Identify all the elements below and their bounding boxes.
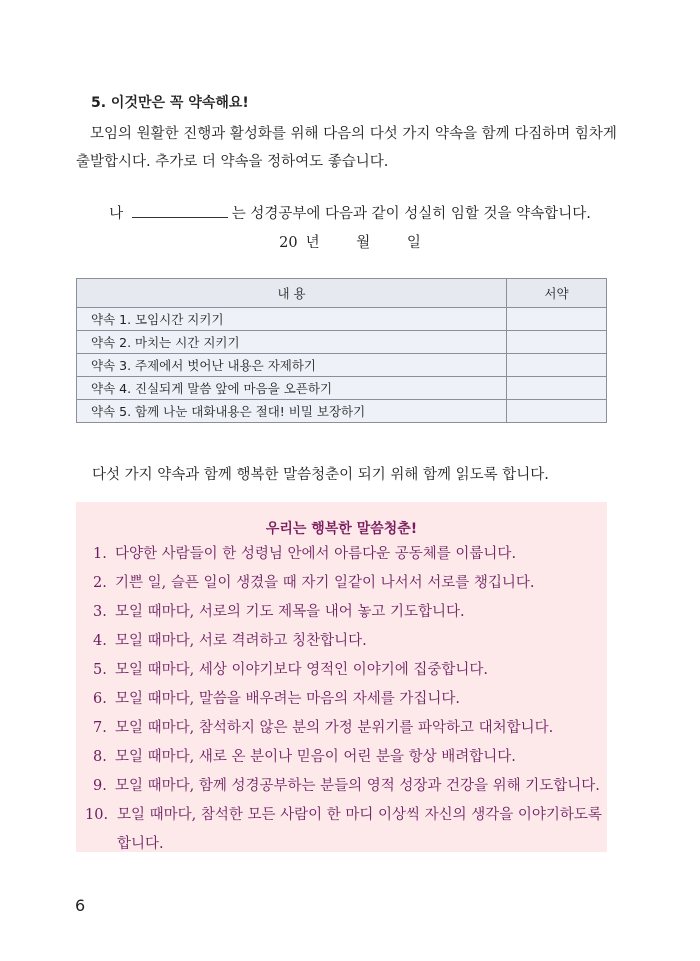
intro-paragraph: 모임의 원활한 진행과 활성화를 위해 다음의 다섯 가지 약속을 함께 다짐하며 힘차게 출발합시다. 추가로 더 약속을 정하여도 좋습니다. (76, 126, 617, 170)
table-row (77, 331, 607, 354)
item-text: 기쁜 일, 슬픈 일이 생겼을 때 자기 일같이 나서서 서로를 챙깁니다. (115, 575, 535, 591)
list-item (85, 801, 603, 859)
creed-title: 우리는 행복한 말씀청춘! (265, 521, 418, 537)
signature-cell[interactable] (507, 400, 607, 423)
date-month-unit: 월 (356, 235, 371, 251)
list-item (93, 627, 603, 656)
list-item (93, 540, 603, 569)
item-text: 모일 때마다, 서로 격려하고 칭찬합니다. (115, 633, 367, 649)
item-text: 모일 때마다, 참석하지 않은 분의 가정 분위기를 파악하고 대처합니다. (115, 720, 554, 736)
promise-cell: 약속 5. 함께 나눈 대화내용은 절대! 비밀 보장하기 (77, 400, 507, 423)
date-day-unit: 일 (406, 235, 421, 251)
section-heading: 5. 이것만은 꼭 약속해요! (91, 95, 249, 111)
promise-table (76, 278, 607, 423)
creed-list (85, 540, 603, 859)
header-signature: 서약 (507, 279, 607, 308)
item-number: 5. (93, 662, 107, 678)
table-row (77, 377, 607, 400)
promise-cell: 약속 1. 모임시간 지키기 (77, 308, 507, 331)
signature-cell[interactable] (507, 308, 607, 331)
pledge-suffix: 는 성경공부에 다음과 같이 성실히 임할 것을 약속합니다. (231, 206, 591, 222)
closing-text: 다섯 가지 약속과 함께 행복한 말씀청춘이 되기 위해 함께 읽도록 합니다. (92, 467, 549, 483)
name-blank[interactable] (132, 203, 228, 218)
item-number: 8. (93, 749, 107, 765)
page-number: 6 (75, 896, 86, 915)
item-text: 다양한 사람들이 한 성령님 안에서 아름다운 공동체를 이룹니다. (115, 546, 517, 562)
list-item (93, 569, 603, 598)
table-row (77, 308, 607, 331)
pledge-line (0, 202, 700, 223)
list-item (93, 743, 603, 772)
promise-cell: 약속 3. 주제에서 벗어난 내용은 자제하기 (77, 354, 507, 377)
signature-cell[interactable] (507, 331, 607, 354)
item-number: 1. (93, 546, 107, 562)
list-item (93, 772, 603, 801)
item-number: 6. (93, 691, 107, 707)
date-year-unit: 년 (305, 235, 320, 251)
item-number: 7. (93, 720, 107, 736)
item-text: 모일 때마다, 말씀을 배우려는 마음의 자세를 가집니다. (115, 691, 461, 707)
item-number: 10. (85, 807, 109, 823)
table-row (77, 400, 607, 423)
table-row (77, 354, 607, 377)
signature-cell[interactable] (507, 377, 607, 400)
list-item (93, 714, 603, 743)
promise-cell: 약속 2. 마치는 시간 지키기 (77, 331, 507, 354)
item-text: 모일 때마다, 참석한 모든 사람이 한 마디 이상씩 자신의 생각을 이야기하도록 합니다. (117, 807, 602, 852)
item-text: 모일 때마다, 함께 성경공부하는 분들의 영적 성장과 건강을 위해 기도합니다. (115, 778, 600, 794)
item-number: 9. (93, 778, 107, 794)
item-text: 모일 때마다, 서로의 기도 제목을 내어 놓고 기도합니다. (115, 604, 465, 620)
item-number: 3. (93, 604, 107, 620)
promise-cell: 약속 4. 진실되게 말씀 앞에 마음을 오픈하기 (77, 377, 507, 400)
item-text: 모일 때마다, 새로 온 분이나 믿음이 어린 분을 항상 배려합니다. (115, 749, 516, 765)
table-header-row (77, 279, 607, 308)
list-item (93, 598, 603, 627)
pledge-prefix: 나 (109, 206, 124, 222)
signature-cell[interactable] (507, 354, 607, 377)
item-number: 2. (93, 575, 107, 591)
date-year-value: 20 (279, 235, 298, 251)
header-content: 내 용 (77, 279, 507, 308)
list-item (93, 685, 603, 714)
item-text: 모일 때마다, 세상 이야기보다 영적인 이야기에 집중합니다. (115, 662, 489, 678)
date-line (0, 231, 700, 252)
item-number: 4. (93, 633, 107, 649)
list-item (93, 656, 603, 685)
date-year (279, 235, 319, 251)
